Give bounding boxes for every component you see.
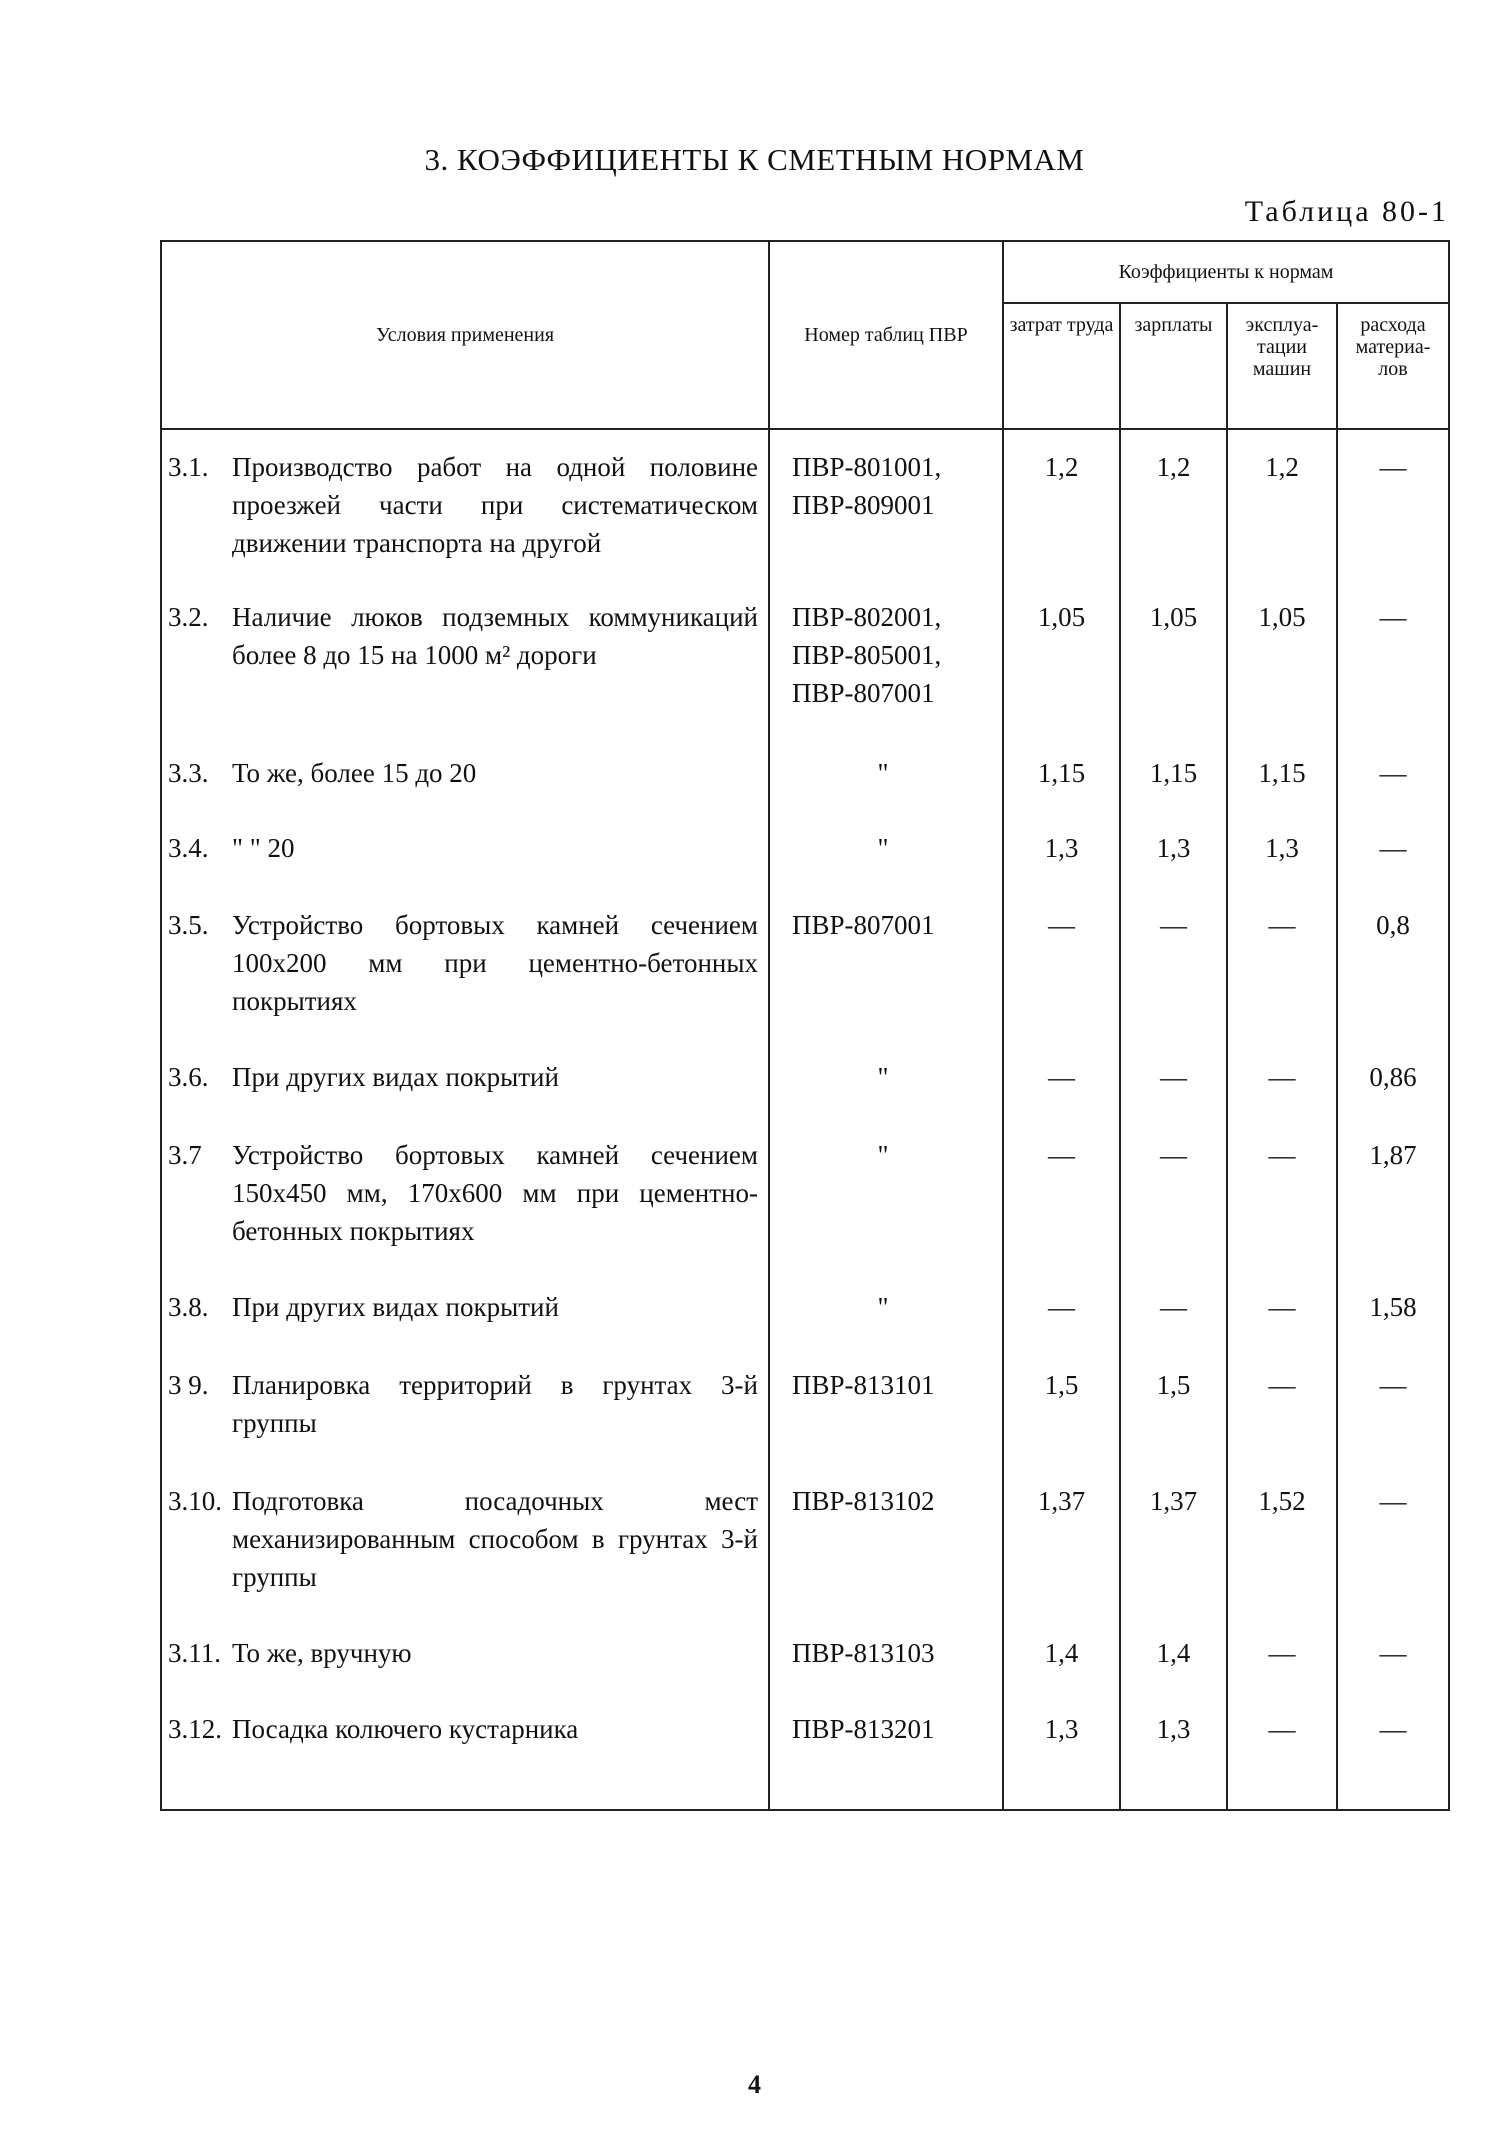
table-row	[161, 1058, 1449, 1136]
cell-conditions	[161, 429, 769, 598]
cell-salary: —	[1120, 1058, 1227, 1136]
cell-labor: 1,05	[1003, 598, 1120, 754]
cell-conditions	[161, 1366, 769, 1482]
coefficients-table	[160, 240, 1450, 1811]
cell-materials: —	[1337, 429, 1449, 598]
row-number: 3.6.	[168, 1062, 209, 1092]
row-number: 3.3.	[168, 758, 209, 788]
cell-machines: 1,15	[1227, 754, 1337, 829]
cell-salary: —	[1120, 906, 1227, 1058]
cell-labor: 1,37	[1003, 1482, 1120, 1634]
cell-labor: 1,3	[1003, 829, 1120, 906]
cell-salary: 1,4	[1120, 1634, 1227, 1710]
row-number: 3.1.	[168, 452, 209, 482]
cell-pvr: ПВР-813103	[769, 1634, 1003, 1710]
cell-machines: 1,2	[1227, 429, 1337, 598]
cell-labor: 1,5	[1003, 1366, 1120, 1482]
cell-conditions	[161, 829, 769, 906]
cell-labor: —	[1003, 1288, 1120, 1366]
cell-materials: 1,58	[1337, 1288, 1449, 1366]
cell-conditions	[161, 754, 769, 829]
cell-conditions	[161, 1058, 769, 1136]
table-row	[161, 754, 1449, 829]
cell-salary: —	[1120, 1288, 1227, 1366]
cell-salary: 1,05	[1120, 598, 1227, 754]
row-condition-text: Устройство бортовых камней сечением 150х450 мм, 170х600 мм при цементно-бетонных покрытиях	[232, 1140, 758, 1246]
cell-conditions	[161, 1136, 769, 1288]
table-row	[161, 1710, 1449, 1810]
cell-materials: —	[1337, 1482, 1449, 1634]
table-body	[161, 429, 1449, 1810]
cell-pvr: "	[769, 1288, 1003, 1366]
cell-machines: 1,52	[1227, 1482, 1337, 1634]
page-number: 4	[748, 2070, 761, 2099]
cell-salary: 1,3	[1120, 829, 1227, 906]
row-condition-text: То же, более 15 до 20	[232, 758, 477, 788]
table-row	[161, 906, 1449, 1058]
cell-materials: —	[1337, 829, 1449, 906]
cell-conditions	[161, 906, 769, 1058]
header-coef-group: Коэффициенты к нормам	[1003, 241, 1449, 303]
cell-machines: 1,05	[1227, 598, 1337, 754]
row-number: 3.8.	[168, 1292, 209, 1322]
row-number: 3.2.	[168, 602, 209, 632]
cell-labor: 1,15	[1003, 754, 1120, 829]
cell-conditions	[161, 598, 769, 754]
row-number: 3.11.	[168, 1638, 221, 1668]
row-condition-text: " " 20	[232, 833, 295, 863]
cell-conditions	[161, 1482, 769, 1634]
cell-pvr: "	[769, 754, 1003, 829]
cell-materials: —	[1337, 754, 1449, 829]
cell-materials: —	[1337, 1710, 1449, 1810]
cell-machines: —	[1227, 1366, 1337, 1482]
cell-materials: 0,8	[1337, 906, 1449, 1058]
cell-conditions	[161, 1710, 769, 1810]
cell-materials: —	[1337, 598, 1449, 754]
cell-machines: —	[1227, 1058, 1337, 1136]
table-row	[161, 829, 1449, 906]
pvr-code: ПВР-801001,	[792, 452, 942, 482]
table-row	[161, 1482, 1449, 1634]
table-row	[161, 429, 1449, 598]
row-condition-text: При других видах покрытий	[232, 1062, 559, 1092]
cell-labor: —	[1003, 1058, 1120, 1136]
pvr-code: ПВР-809001	[792, 490, 935, 520]
cell-pvr	[769, 429, 1003, 598]
cell-machines: —	[1227, 1710, 1337, 1810]
cell-pvr: ПВР-813102	[769, 1482, 1003, 1634]
cell-labor: 1,3	[1003, 1710, 1120, 1810]
row-condition-text: Посадка колючего кустарника	[232, 1714, 579, 1744]
cell-pvr: ПВР-807001	[769, 906, 1003, 1058]
row-condition-text: При других видах покрытий	[232, 1292, 559, 1322]
cell-machines: —	[1227, 1634, 1337, 1710]
pvr-code: ПВР-802001,	[792, 602, 942, 632]
cell-salary: —	[1120, 1136, 1227, 1288]
cell-salary: 1,2	[1120, 429, 1227, 598]
cell-pvr	[769, 598, 1003, 754]
row-condition-text: Наличие люков подземных коммуникаций более 8 до 15 на 1000 м² дороги	[232, 602, 758, 670]
cell-salary: 1,37	[1120, 1482, 1227, 1634]
cell-materials: 1,87	[1337, 1136, 1449, 1288]
cell-machines: —	[1227, 906, 1337, 1058]
header-materials: расхода материа- лов	[1337, 303, 1449, 429]
row-number: 3.5.	[168, 910, 209, 940]
row-number: 3.10.	[168, 1486, 222, 1516]
row-condition-text: Подготовка посадочных мест механизированным способом в грунтах 3-й группы	[232, 1486, 758, 1592]
section-heading: 3. КОЭФФИЦИЕНТЫ К СМЕТНЫМ НОРМАМ	[424, 142, 1085, 177]
header-conditions: Условия применения	[161, 241, 769, 429]
row-condition-text: Устройство бортовых камней сечением 100х200 мм при цементно-бетонных покрытиях	[232, 910, 758, 1016]
cell-conditions	[161, 1634, 769, 1710]
row-number: 3.7	[168, 1140, 202, 1170]
cell-materials: 0,86	[1337, 1058, 1449, 1136]
header-labor: затрат труда	[1003, 303, 1120, 429]
cell-salary: 1,5	[1120, 1366, 1227, 1482]
table-label: Таблица 80-1	[1244, 195, 1449, 228]
row-number: 3.12.	[168, 1714, 222, 1744]
cell-pvr: "	[769, 829, 1003, 906]
cell-salary: 1,3	[1120, 1710, 1227, 1810]
cell-pvr: "	[769, 1058, 1003, 1136]
row-condition-text: Производство работ на одной половине проезжей части при систематическом движении транспорта на другой	[232, 452, 758, 558]
header-salary: зарплаты	[1120, 303, 1227, 429]
pvr-code: ПВР-805001,	[792, 640, 942, 670]
cell-labor: —	[1003, 906, 1120, 1058]
table-row	[161, 1136, 1449, 1288]
cell-materials: —	[1337, 1366, 1449, 1482]
pvr-code: ПВР-807001	[792, 678, 935, 708]
cell-salary: 1,15	[1120, 754, 1227, 829]
cell-machines: —	[1227, 1288, 1337, 1366]
cell-pvr: ПВР-813201	[769, 1710, 1003, 1810]
row-condition-text: То же, вручную	[232, 1638, 412, 1668]
cell-machines: 1,3	[1227, 829, 1337, 906]
cell-machines: —	[1227, 1136, 1337, 1288]
cell-pvr: "	[769, 1136, 1003, 1288]
cell-labor: 1,4	[1003, 1634, 1120, 1710]
row-condition-text: Планировка территорий в грунтах 3-й группы	[232, 1370, 758, 1438]
cell-labor: 1,2	[1003, 429, 1120, 598]
cell-labor: —	[1003, 1136, 1120, 1288]
cell-conditions	[161, 1288, 769, 1366]
table-row	[161, 598, 1449, 754]
table-row	[161, 1366, 1449, 1482]
header-pvr: Номер таблиц ПВР	[769, 241, 1003, 429]
header-machines: эксплуа- тации машин	[1227, 303, 1337, 429]
cell-materials: —	[1337, 1634, 1449, 1710]
row-number: 3 9.	[168, 1370, 209, 1400]
cell-pvr: ПВР-813101	[769, 1366, 1003, 1482]
row-number: 3.4.	[168, 833, 209, 863]
table-row	[161, 1288, 1449, 1366]
table-row	[161, 1634, 1449, 1710]
